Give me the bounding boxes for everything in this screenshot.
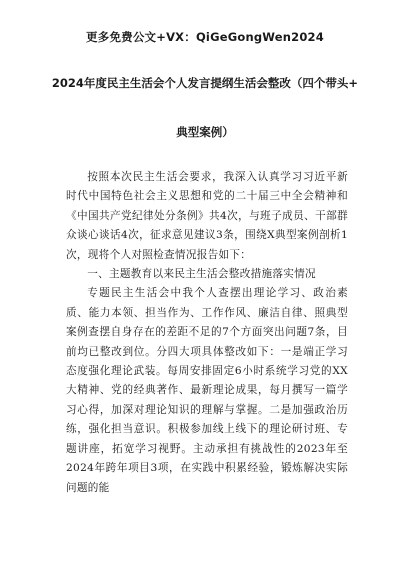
paragraph-intro: 按照本次民主生活会要求，我深入认真学习习近平新时代中国特色社会主义思想和党的二十届三中全会精神和《中国共产党纪律处分条例》共4次，与班子成员、干部群众谈心谈话4次，征求意见建议3条，围绕X典型案例剖析1次，现将个人对照检查情况报告如下：	[66, 171, 348, 261]
paragraph-rectification: 专题民主生活会中我个人查摆出理论学习、政治素质、能力本领、担当作为、工作作风、廉洁自律、照典型案例查摆自身存在的差距不足的7个方面突出问题7条，目前均已整改到位。分四大项具体整改如下：一是端正学习态度强化理论武装。每周安排固定6小时系统学习党的XX大精神、党的经典著作、最新理论成果，每月撰写一篇学习心得，加深对理论知识的理解与掌握。二是加强政治历练，强化担当意识。积极参加线上线下的理论研讨班、专题讲座，拓宽学习视野。主动承担有挑战性的2023年至2024年跨年项目3项，在实践中积累经验，锻炼解决实际问题的能	[66, 287, 348, 494]
section-heading-1: 一、主题教育以来民主生活会整改措施落实情况	[87, 268, 316, 281]
document-title-line-2: 典型案例）	[176, 125, 234, 139]
document-header: 更多免费公文+VX：QiGeGongWen2024	[86, 30, 324, 44]
document-title-line-1: 2024年度民主生活会个人发言提纲生活会整改（四个带头+	[51, 76, 359, 90]
document-body	[66, 168, 348, 498]
